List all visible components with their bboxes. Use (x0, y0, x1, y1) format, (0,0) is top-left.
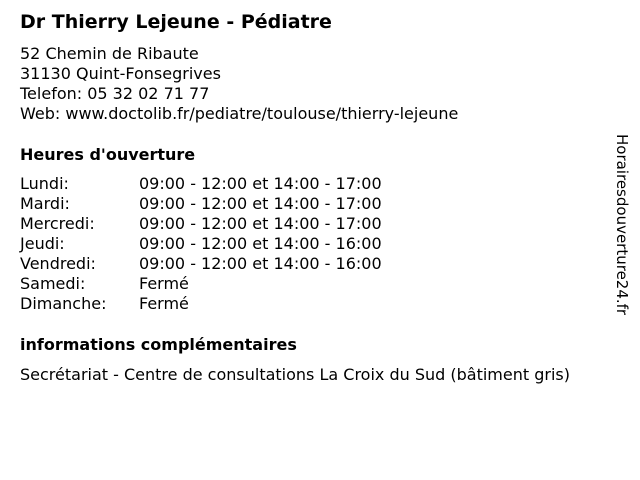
page-title: Dr Thierry Lejeune - Pédiatre (20, 11, 332, 33)
hours-day: Vendredi: (20, 254, 96, 273)
hours-time: 09:00 - 12:00 et 14:00 - 17:00 (139, 214, 382, 233)
hours-row-saturday (20, 274, 382, 294)
hours-time: 09:00 - 12:00 et 14:00 - 17:00 (139, 174, 382, 193)
hours-day: Samedi: (20, 274, 86, 293)
hours-time: Fermé (139, 274, 189, 293)
hours-row-tuesday (20, 194, 382, 214)
hours-time: 09:00 - 12:00 et 14:00 - 17:00 (139, 194, 382, 213)
info-heading: informations complémentaires (20, 335, 297, 354)
hours-time: 09:00 - 12:00 et 14:00 - 16:00 (139, 234, 382, 253)
hours-row-sunday (20, 294, 382, 314)
hours-row-friday (20, 254, 382, 274)
contact-block (20, 44, 458, 124)
opening-hours-table (20, 174, 382, 314)
hours-day: Jeudi: (20, 234, 65, 253)
hours-row-thursday (20, 234, 382, 254)
address-street: 52 Chemin de Ribaute (20, 44, 199, 63)
hours-row-monday (20, 174, 382, 194)
info-text: Secrétariat - Centre de consultations La Croix du Sud (bâtiment gris) (20, 365, 570, 384)
hours-time: Fermé (139, 294, 189, 313)
hours-day: Dimanche: (20, 294, 107, 313)
website: Web: www.doctolib.fr/pediatre/toulouse/thierry-lejeune (20, 104, 459, 123)
hours-day: Mercredi: (20, 214, 95, 233)
hours-day: Lundi: (20, 174, 69, 193)
address-city: 31130 Quint-Fonsegrives (20, 64, 221, 83)
hours-heading: Heures d'ouverture (20, 145, 196, 164)
phone-number: Telefon: 05 32 02 71 77 (20, 84, 210, 103)
hours-time: 09:00 - 12:00 et 14:00 - 16:00 (139, 254, 382, 273)
hours-row-wednesday (20, 214, 382, 234)
hours-day: Mardi: (20, 194, 70, 213)
watermark-text: Horairesdouverture24.fr (613, 134, 631, 316)
watermark (612, 134, 632, 344)
